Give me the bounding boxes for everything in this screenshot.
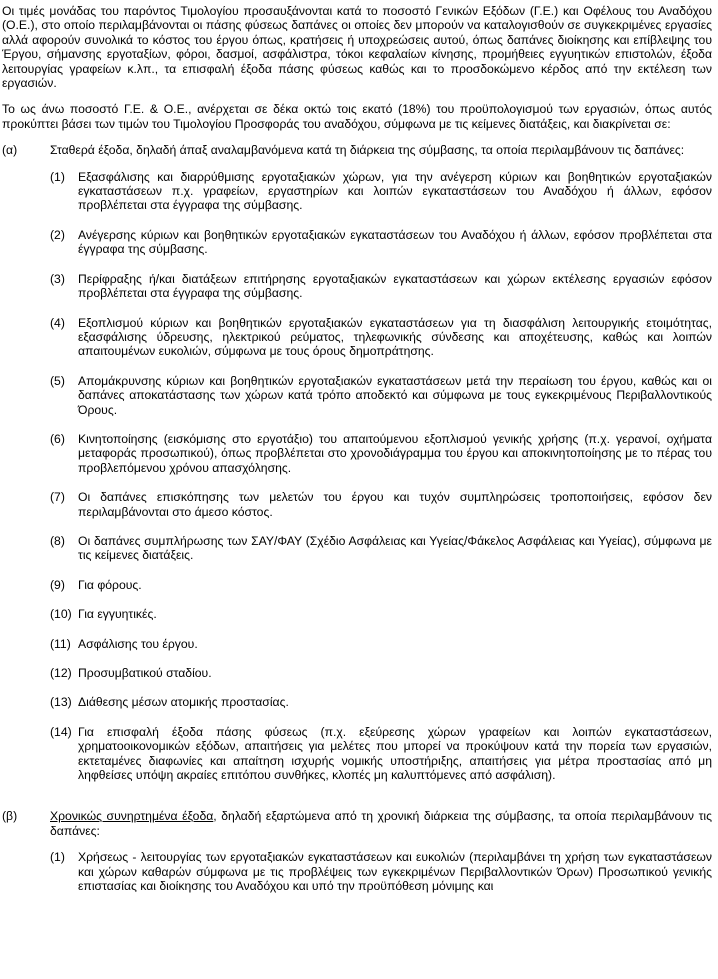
list-item — [50, 607, 712, 621]
intro-paragraph-1: Οι τιμές μονάδας του παρόντος Τιμολογίου προσαυξάνονται κατά το ποσοστό Γενικών Εξόδων (Γ.Ε.) και Οφέλους του Αναδόχου (Ο.Ε.), στο οποίο περιλαμβάνονται οι πάσης φύσεως δαπάνες οι οποίες δεν μπορούν να καταλογισθούν σε συγκεκριμένες εργασίες αλλά αφορούν συνολικά το κόστος του έργου όπως, κρατήσεις ή υποχρεώσεις αυτού, όπως δαπάνες διοίκησης και επίβλεψης του Έργου, σήμανσης εργοταξίων, φόροι, δασμοί, ασφάλιστρα, τόκοι κεφαλαίων κίνησης, προμήθειες εγγυητικών επιστολών, έξοδα λειτουργίας γραφείων κ.λπ., τα επισφαλή έξοδα πάσης φύσεως καθώς και το προσδοκώμενο κέρδος από την εκτέλεση των εργασιών. — [2, 4, 712, 91]
intro-paragraph-2: Το ως άνω ποσοστό Γ.Ε. & Ο.Ε., ανέρχεται σε δέκα οκτώ τοις εκατό (18%) του προϋπολογισμού των εργασιών, όπως αυτός προκύπτει βάσει των τιμών του Τιμολογίου Προσφοράς του αναδόχου, σύμφωνα με τις κείμενες διατάξεις, και διακρίνεται σε: — [2, 102, 712, 131]
item-number: (5) — [50, 373, 65, 388]
item-text: Ασφάλισης του έργου. — [78, 636, 198, 651]
list-item — [50, 695, 712, 709]
section-a-marker: (α) — [2, 143, 18, 158]
list-item — [50, 666, 712, 680]
item-text: Απομάκρυνσης κύριων και βοηθητικών εργοταξιακών εγκαταστάσεων μετά την περαίωση του έργου, καθώς και οι δαπάνες αποκατάστασης των χώρων κατά τρόπο αποδεκτό και σύμφωνα με τους εγκεκριμένους Περιβαλλοντικούς Όρους. — [78, 373, 712, 417]
list-item — [50, 490, 712, 519]
item-text: Διάθεσης μέσων ατομικής προστασίας. — [78, 695, 289, 710]
section-b-marker: (β) — [2, 809, 18, 824]
item-number: (12) — [50, 666, 72, 680]
item-number: (9) — [50, 577, 65, 592]
item-number: (6) — [50, 431, 65, 446]
section-b-items — [50, 850, 712, 893]
section-b-intro-underlined: Χρονικώς συνηρτημένα έξοδα — [50, 809, 214, 824]
section-b-intro — [50, 809, 712, 838]
list-item — [50, 316, 712, 359]
list-item — [50, 725, 712, 783]
item-text: Ανέγερσης κύριων και βοηθητικών εργοταξιακών εγκαταστάσεων του Αναδόχου ή άλλων, εφόσον προβλέπεται στα έγγραφα της σύμβασης. — [78, 227, 712, 257]
item-text: Εξοπλισμού κύριων και βοηθητικών εργοταξιακών εγκαταστάσεων για τη διασφάλιση λειτουργικής ετοιμότητας, εξασφάλισης ύδρευσης, ηλεκτρικού ρεύματος, τηλεφωνικής σύνδεσης και αποχέτευσης, καθώς και λοιπών απαιτουμένων ευκολιών, σύμφωνα με τους όρους δημοπράτησης. — [78, 315, 712, 359]
section-b-body — [50, 809, 712, 908]
list-item — [50, 170, 712, 213]
item-text: Χρήσεως - λειτουργίας των εργοταξιακών εγκαταστάσεων και ευκολιών (περιλαμβάνει τη χρήση των εγκαταστάσεων και χώρων καθαρών σύμφωνα με τις προβλέψεις των εγκεκριμένων Περιβαλλοντικών Όρων) Προσωπικού γενικής επιστασίας και διοίκησης του Αναδόχου και υπό την προϋπόθεση μόνιμης και — [78, 850, 712, 894]
item-text: Για επισφαλή έξοδα πάσης φύσεως (π.χ. εξεύρεσης χώρων γραφείων και λοιπών εγκαταστάσεων, χρηματοοικονομικών εξόδων, απαιτήσεις για μελέτες που μπορεί να προκύψουν κατά την πορεία των εργασιών, εκτεταμένες διαφωνίες και απαίτηση ισχυρής νομικής υποστήριξης, απαιτήσεις για μέτρα προστασίας από μη ληφθείσες υπόψη ακραίες επιτόπου συνθήκες, κλοπές μη καλυπτόμενες από ασφάλιση). — [78, 724, 712, 783]
item-number: (10) — [50, 607, 72, 622]
item-number: (1) — [50, 850, 65, 865]
item-number: (4) — [50, 315, 65, 330]
item-number: (7) — [50, 490, 65, 505]
list-item — [50, 637, 712, 651]
list-item — [50, 272, 712, 301]
section-b-intro-rest: , δηλαδή εξαρτώμενα από τη χρονική διάρκεια της σύμβασης, τα οποία περιλαμβάνουν τις δαπάνες: — [50, 809, 712, 838]
section-a-items — [50, 170, 712, 783]
item-text: Για εγγυητικές. — [78, 607, 157, 622]
item-number: (14) — [50, 724, 72, 739]
item-text: Περίφραξης ή/και διατάξεων επιτήρησης εργοταξιακών εγκαταστάσεων και χώρων εκτέλεσης εργασιών εφόσον προβλέπεται στα έγγραφα της σύμβασης. — [78, 271, 712, 301]
section-a-intro: Σταθερά έξοδα, δηλαδή άπαξ αναλαμβανόμενα κατά τη διάρκεια της σύμβασης, τα οποία περιλαμβάνουν τις δαπάνες: — [50, 143, 685, 158]
section-a — [2, 143, 712, 797]
item-number: (1) — [50, 169, 65, 184]
list-item — [50, 374, 712, 417]
item-text: Για φόρους. — [78, 577, 142, 592]
item-number: (3) — [50, 271, 65, 286]
item-text: Οι δαπάνες συμπλήρωσης των ΣΑΥ/ΦΑΥ (Σχέδιο Ασφάλειας και Υγείας/Φάκελος Ασφάλειας και Υγείας), σύμφωνα με τις κείμενες διατάξεις. — [78, 533, 712, 563]
item-number: (13) — [50, 695, 72, 710]
list-item — [50, 578, 712, 592]
item-text: Οι δαπάνες επισκόπησης των μελετών του έργου και τυχόν συμπληρώσεις τροποποιήσεις, εφόσον δεν περιλαμβάνονται στο άμεσο κόστος. — [78, 490, 712, 519]
item-text: Κινητοποίησης (εισκόμισης στο εργοτάξιο) του απαιτούμενου εξοπλισμού γενικής χρήσης (π.χ. γερανοί, οχήματα μεταφοράς προσωπικού), όπως προβλέπεται στο χρονοδιάγραμμα του έργου και αποκινητοποίησης με το πέρας του προβλεπόμενου χρόνου απασχόλησης. — [78, 431, 712, 475]
section-a-body — [50, 143, 712, 797]
list-item — [50, 432, 712, 475]
item-number: (11) — [50, 636, 71, 651]
item-text: Εξασφάλισης και διαρρύθμισης εργοταξιακών χώρων, για την ανέγερση κύριων και βοηθητικών εργοταξιακών εγκαταστάσεων π.χ. γραφείων, εργαστηρίων και λοιπών εγκαταστάσεων του Αναδόχου ή άλλων, εφόσον προβλέπεται στα έγγραφα της σύμβασης. — [78, 169, 712, 213]
item-number: (2) — [50, 227, 65, 242]
item-text: Προσυμβατικού σταδίου. — [78, 666, 212, 680]
list-item — [50, 850, 712, 893]
item-number: (8) — [50, 533, 65, 548]
list-item — [50, 534, 712, 563]
section-b — [2, 809, 712, 908]
list-item — [50, 228, 712, 257]
